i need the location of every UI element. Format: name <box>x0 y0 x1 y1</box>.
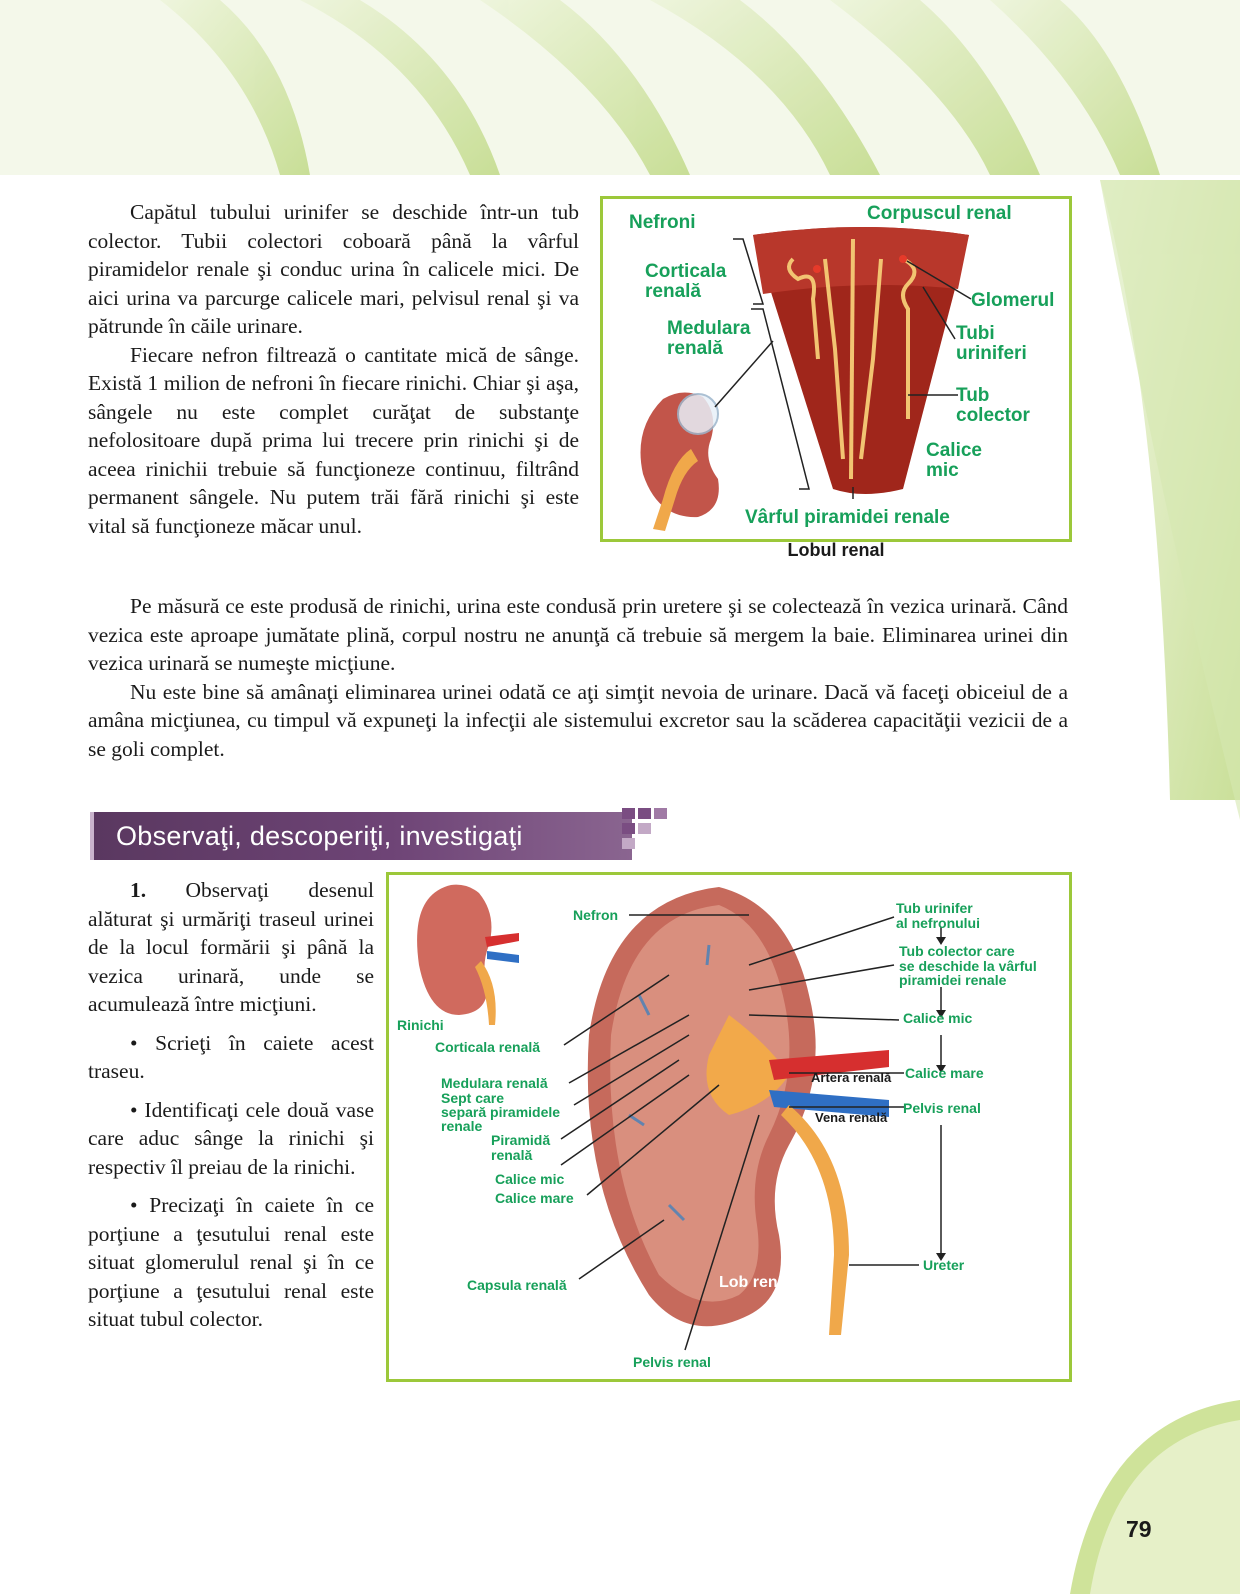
label-pelvis-renal-bottom: Pelvis renal <box>633 1354 711 1370</box>
label-calice-mic-left: Calice mic <box>495 1171 565 1187</box>
label-piramida-renala: Piramidă renală <box>491 1132 551 1163</box>
label-calice-mare-left: Calice mare <box>495 1190 574 1206</box>
paragraph-1: Capătul tubului urinifer se deschide într-un tub colector. Tubii colectori coboară până la vârful piramidelor renale şi conduc urina în calicele mici. De aici urina va parcurge calicele mari, pelvisul renal şi va pătrunde în căile urinare. <box>88 200 579 338</box>
paragraph-4: Nu este bine să amânaţi eliminarea urinei odată ce aţi simţit nevoia de urinare. Dacă vă faceţi obiceiul de a amâna micţiunea, cu timpul vă expuneţi la infecţii ale sistemului excretor sau la scăderea capacităţii vezicii de a se goli complet. <box>88 679 1068 761</box>
section-header <box>90 812 632 860</box>
task-1 <box>88 876 374 1019</box>
label-medulara-renala: Medulara renală <box>441 1075 548 1091</box>
label-corpuscul-renal: Corpuscul renal <box>867 203 1012 224</box>
bullet-1: • Scrieţi în caiete acest traseu. <box>88 1030 374 1083</box>
task-number: 1. <box>130 878 147 902</box>
label-calice-mare-right: Calice mare <box>905 1065 984 1081</box>
label-vena-renala: Vena renală <box>815 1110 888 1125</box>
intro-text <box>88 198 579 540</box>
label-glomerul: Glomerul <box>971 290 1055 311</box>
label-sept: Sept care separă piramidele renale <box>441 1090 561 1134</box>
label-rinichi: Rinichi <box>397 1017 444 1033</box>
figure-renal-lobe <box>600 196 1072 542</box>
label-artera-renala: Artera renală <box>811 1070 892 1085</box>
label-nefron: Nefron <box>573 907 619 923</box>
label-corticala-renala: Corticala renală <box>435 1039 541 1055</box>
figure1-caption: Lobul renal <box>787 540 885 560</box>
paragraph-3: Pe măsură ce este produsă de rinichi, urina este condusă prin uretere şi se colectează în vezica urinară. Când vezica este aproape jumătate plină, corpul nostru ne anunţă că trebuie să mergem la baie. Eliminarea urinei din vezica urinară se numeşte micţiune. <box>88 594 1068 675</box>
label-tubi-uriniferi: Tubi uriniferi <box>956 323 1027 364</box>
paragraph-2: Fiecare nefron filtrează o cantitate mică de sânge. Există 1 milion de nefroni în fiecare rinichi. Chiar şi aşa, sângele nu este complet curăţat de substanţe nefolositoare după prima lui trecere prin rinichi şi de aceea rinichii trebuie să funcţioneze continuu, filtrând permanent sângele. Nu putem trăi fără rinichi şi este vital să funcţioneze măcar unul. <box>88 342 579 538</box>
section-title: Observaţi, descoperiţi, investigaţi <box>116 821 523 851</box>
label-calice-mic: Calice mic <box>926 440 982 481</box>
label-varful-piramidei: Vârful piramidei renale <box>745 507 950 528</box>
page-number: 79 <box>1126 1516 1152 1542</box>
label-corticala-renala: Corticala renală <box>645 261 727 302</box>
label-medulara-renala: Medulara renală <box>667 318 751 359</box>
bullet-3: • Precizaţi în caiete în ce porţiune a ţesutului renal este situat glomerulul renal şi în ce porţiune a ţesutului renal este situat tubul colector. <box>88 1193 374 1331</box>
renal-lobe-drawing <box>603 199 1069 539</box>
label-pelvis-renal-right: Pelvis renal <box>903 1100 981 1116</box>
task-text <box>88 876 374 1334</box>
label-tub-urinifer: Tub urinifer al nefronului <box>896 900 980 931</box>
label-tub-colector: Tub colector care se deschide la vârful piramidei renale <box>899 943 1037 989</box>
label-ureter: Ureter <box>923 1257 965 1273</box>
label-tub-colector: Tub colector <box>956 385 1030 426</box>
label-lob-renal: Lob renal <box>719 1274 792 1291</box>
label-capsula-renala: Capsula renală <box>467 1277 567 1293</box>
figure-kidney-section <box>386 872 1072 1382</box>
bullet-2: • Identificaţi cele două vase care aduc sânge la rinichi şi respectiv îl preiau de la rinichi. <box>88 1097 374 1179</box>
label-nefroni: Nefroni <box>629 212 696 233</box>
main-text <box>88 592 1068 763</box>
task-1-text: Observaţi desenul alăturat şi urmăriţi traseul urinei de la locul formării şi până la vezica urinară, unde se acumulează între micţiuni. <box>88 878 375 1016</box>
label-calice-mic-right: Calice mic <box>903 1010 973 1026</box>
